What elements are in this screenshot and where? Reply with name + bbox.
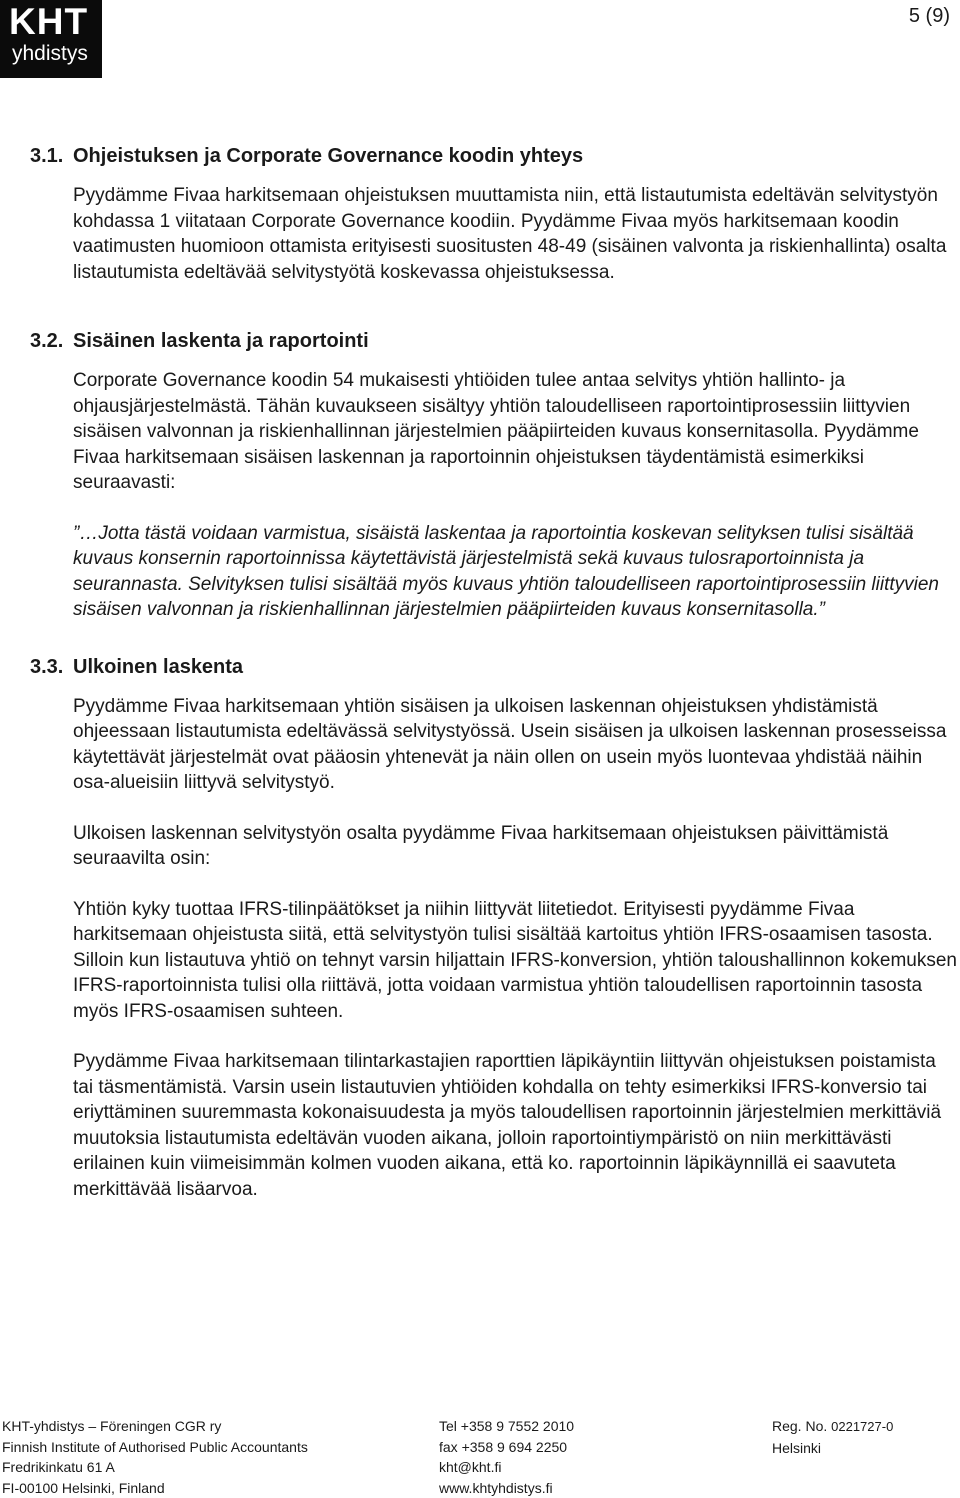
footer-org-name: KHT-yhdistys – Föreningen CGR ry	[2, 1418, 222, 1434]
footer-reg-line	[772, 1416, 893, 1438]
section-heading-3-3	[30, 654, 960, 680]
footer-website: www.khtyhdistys.fi	[439, 1479, 553, 1496]
quote-paragraph: ”…Jotta tästä voidaan varmistua, sisäistä laskentaa ja raportointia koskevan selityksen tulisi sisältää kuvaus konsernin raportoinnissa käytettävistä järjestelmistä sekä kuvaus tulosraportoinnista ja seurannasta. Selvityksen tulisi sisältää myös kuvaus yhtiön taloudelliseen raportointiprosessiin liittyvien sisäisen valvonnan ja riskienhallinnan järjestelmien pääpiirteiden kuvaus konsernitasolla.”	[73, 522, 939, 620]
footer-city: Helsinki	[772, 1439, 822, 1456]
footer-registration-column	[772, 1416, 893, 1458]
footer-reg-number: 0221727-0	[831, 1419, 894, 1434]
section-title: Ohjeistuksen ja Corporate Governance koodin yhteys	[73, 145, 584, 167]
section-heading-3-1	[30, 143, 960, 169]
paragraph: Ulkoisen laskennan selvitystyön osalta pyydämme Fivaa harkitsemaan ohjeistuksen päivittämistä seuraavilta osin:	[73, 822, 889, 869]
paragraph: Yhtiön kyky tuottaa IFRS-tilinpäätökset ja niihin liittyvät liitetiedot. Erityisesti pyydämme Fivaa harkitsemaan ohjeistusta siitä, että selvitystyön tulisi sisältää kartoitus yhtiön IFRS-osaamisen tasosta. Silloin kun listautuva yhtiö on tehnyt varsin hiljattain IFRS-konversion, yhtiön taloushallinnon kokemuksen IFRS-raportoinnista tulisi olla riittävä, jotta voidaan varmistua yhtiön taloudellisen raportoinnin tasosta myös IFRS-osaamisen suhteen.	[73, 898, 957, 1022]
paragraph: Pyydämme Fivaa harkitsemaan yhtiön sisäisen ja ulkoisen laskennan ohjeistuksen yhdistämistä ohjeessaan listautumista edeltävässä selvitystyössä. Usein sisäisen ja ulkoisen laskennan prosesseissa käytettävät järjestelmät ovat pääosin yhtenevät ja näin ollen on usein myös luontevaa yhdistää näihin osa-alueisiin liittyvä selvitystyö.	[73, 695, 947, 793]
footer-phone: Tel +358 9 7552 2010	[439, 1418, 575, 1434]
section-heading-3-2	[30, 328, 960, 354]
footer-address-column	[2, 1416, 308, 1498]
section-number: 3.3.	[30, 655, 64, 678]
logo-main-text: KHT	[9, 1, 89, 42]
page-footer	[2, 1416, 957, 1498]
kht-logo	[0, 0, 102, 78]
paragraph: Corporate Governance koodin 54 mukaisesti yhtiöiden tulee antaa selvitys yhtiön hallinto- ja ohjausjärjestelmästä. Tähän kuvaukseen sisältyy yhtiön taloudelliseen raportointiprosessiin liittyvien sisäisen valvonnan ja riskienhallinnan järjestelmien pääpiirteiden kuvaus konsernitasolla. Pyydämme Fivaa harkitsemaan sisäisen laskennan ja raportoinnin ohjeistuksen täydentämistä esimerkiksi seuraavasti:	[73, 370, 919, 493]
section-number: 3.1.	[30, 145, 64, 167]
footer-fax: fax +358 9 694 2250	[439, 1438, 568, 1455]
logo-sub-text: yhdistys	[12, 42, 88, 65]
section-title: Sisäinen laskenta ja raportointi	[73, 330, 369, 352]
footer-contact-column	[439, 1416, 574, 1498]
page-number: 5 (9)	[908, 5, 950, 27]
document-body	[30, 143, 960, 1202]
footer-street: Fredrikinkatu 61 A	[2, 1459, 115, 1475]
footer-reg-label: Reg. No.	[772, 1418, 828, 1434]
section-number: 3.2.	[30, 330, 64, 352]
footer-email: kht@kht.fi	[439, 1459, 502, 1475]
paragraph: Pyydämme Fivaa harkitsemaan tilintarkastajien raporttien läpikäyntiin liittyvän ohjeistuksen poistamista tai täsmentämistä. Varsin usein listautuvien yhtiöiden kohdalla on tehty esimerkiksi IFRS-konversio tai eriyttäminen suuremmasta kokonaisuudesta ja myös taloudellisen raportoinnin järjestelmien merkittäviä muutoksia listautumista edeltävän vuoden aikana, jolloin raportointiympäristö on niin merkittävästi erilainen kuin viimeisimmän kolmen vuoden aikana, että ko. raportoinnin läpikäynnillä ei saavuteta merkittävää lisäarvoa.	[73, 1051, 942, 1200]
paragraph: Pyydämme Fivaa harkitsemaan ohjeistuksen muuttamista niin, että listautumista edeltävän selvitystyön kohdassa 1 viitataan Corporate Governance koodiin. Pyydämme Fivaa myös harkitsemaan koodin vaatimusten huomioon ottamista erityisesti suositusten 48-49 (sisäinen valvonta ja riskienhallinta) osalta listautumista edeltävää selvitystyötä koskevassa ohjeistuksessa.	[73, 185, 947, 283]
footer-postal: FI-00100 Helsinki, Finland	[2, 1479, 165, 1496]
section-title: Ulkoinen laskenta	[73, 655, 244, 678]
footer-org-english: Finnish Institute of Authorised Public Accountants	[2, 1438, 308, 1455]
